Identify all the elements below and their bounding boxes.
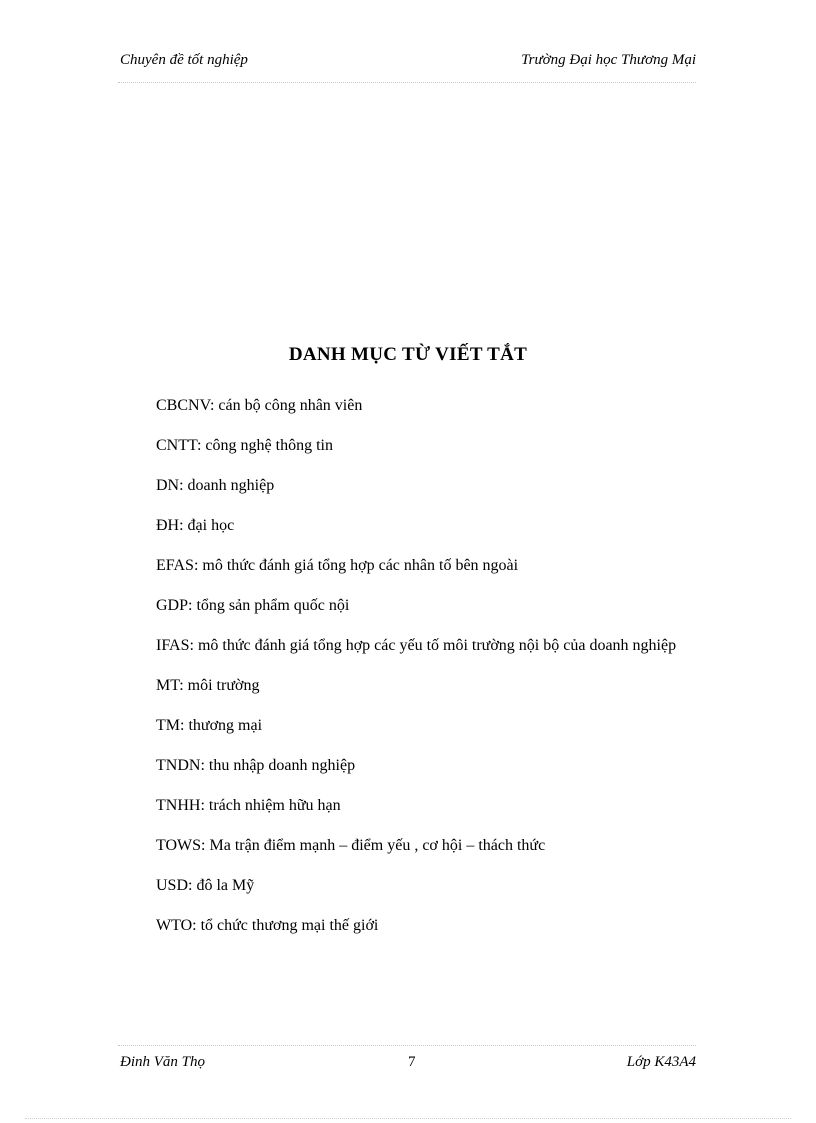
abbreviation-item: CNTT: công nghệ thông tin xyxy=(156,437,333,454)
abbreviation-item: CBCNV: cán bộ công nhân viên xyxy=(156,397,363,414)
page-header xyxy=(120,52,696,74)
page-number: 7 xyxy=(408,1054,416,1070)
abbreviation-item: TM: thương mại xyxy=(156,717,263,734)
abbreviation-item: ĐH: đại học xyxy=(156,517,235,534)
abbreviation-item: MT: môi trường xyxy=(156,677,260,694)
abbreviation-list xyxy=(118,390,694,950)
abbreviation-item: GDP: tổng sản phẩm quốc nội xyxy=(156,597,350,614)
abbreviation-item: TOWS: Ma trận điểm mạnh – điểm yếu , cơ hội – thách thức xyxy=(156,837,546,854)
abbreviation-item: TNHH: trách nhiệm hữu hạn xyxy=(156,797,341,814)
header-document-type: Chuyên đề tốt nghiệp xyxy=(120,52,248,68)
abbreviation-item: IFAS: mô thức đánh giá tổng hợp các yếu tố môi trường nội bộ của doanh nghiệp xyxy=(156,637,677,654)
abbreviation-item: WTO: tổ chức thương mại thế giới xyxy=(156,917,379,934)
abbreviation-item: USD: đô la Mỹ xyxy=(156,877,255,894)
page-bottom-border xyxy=(25,1118,791,1119)
header-divider xyxy=(118,82,696,83)
abbreviation-item: DN: doanh nghiệp xyxy=(156,477,275,494)
abbreviation-item: EFAS: mô thức đánh giá tổng hợp các nhân tố bên ngoài xyxy=(156,557,519,574)
footer-divider xyxy=(118,1045,696,1046)
abbreviation-item: TNDN: thu nhập doanh nghiệp xyxy=(156,757,356,774)
header-university: Trường Đại học Thương Mại xyxy=(521,52,696,68)
footer-class: Lớp K43A4 xyxy=(626,1054,696,1070)
footer-author: Đinh Văn Thọ xyxy=(120,1054,206,1070)
page-title: DANH MỤC TỪ VIẾT TẮT xyxy=(288,344,528,365)
page-footer xyxy=(120,1054,696,1076)
